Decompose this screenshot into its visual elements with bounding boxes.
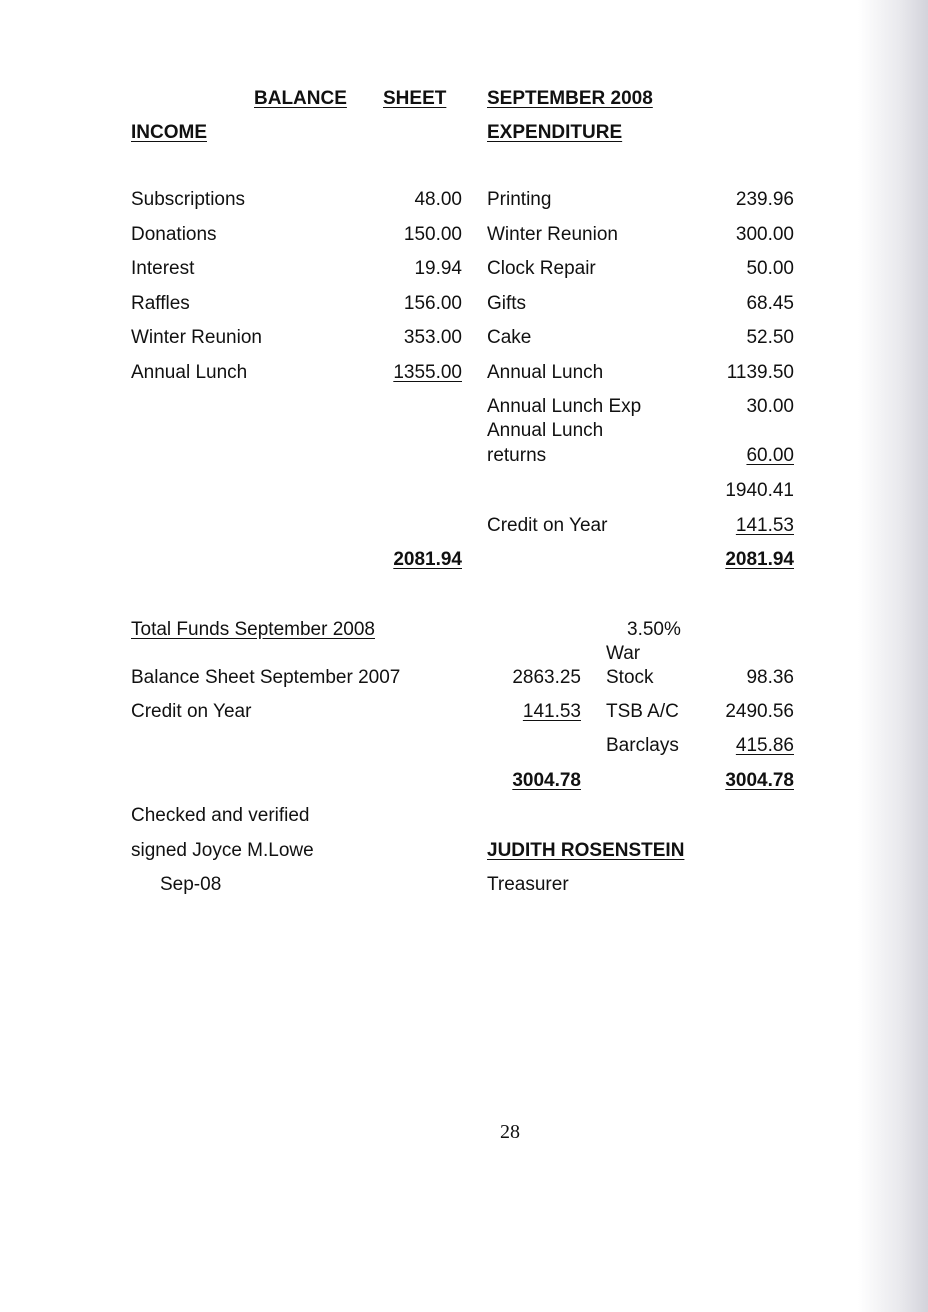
holding-label-line1: War — [606, 643, 641, 664]
title-sheet: SHEET — [383, 88, 447, 109]
holdings-total: 3004.78 — [725, 770, 794, 791]
treasurer-name: JUDITH ROSENSTEIN — [487, 840, 685, 861]
expenditure-amount: 52.50 — [746, 327, 794, 348]
expenditure-amount: 30.00 — [746, 396, 794, 417]
funds-row-amount: 2863.25 — [512, 667, 581, 688]
page-number: 28 — [500, 1121, 520, 1143]
expenditure-heading: EXPENDITURE — [487, 122, 623, 143]
holding-amount: 415.86 — [735, 735, 794, 756]
treasurer-title: Treasurer — [487, 874, 569, 895]
signoff-date: Sep-08 — [160, 874, 222, 895]
credit-on-year-label: Credit on Year — [487, 515, 608, 536]
funds-row-label: Credit on Year — [131, 701, 252, 722]
income-label: Raffles — [131, 293, 190, 314]
expenditure-label: Annual Lunch — [487, 362, 604, 383]
income-amount: 48.00 — [414, 189, 462, 210]
holding-amount: 2490.56 — [725, 701, 794, 722]
expenditure-amount: 239.96 — [735, 189, 794, 210]
holding-label-line2: Stock — [606, 667, 654, 688]
expenditure-label: Printing — [487, 189, 552, 210]
income-label: Interest — [131, 258, 195, 279]
expenditure-amount: 68.45 — [746, 293, 794, 314]
expenditure-label: Gifts — [487, 293, 527, 314]
credit-on-year-amount: 141.53 — [735, 515, 794, 536]
expenditure-amount: 1139.50 — [726, 362, 794, 383]
expenditure-amount: 300.00 — [735, 224, 794, 245]
income-label: Donations — [131, 224, 217, 245]
holding-label: Barclays — [606, 735, 679, 756]
income-amount: 353.00 — [403, 327, 462, 348]
funds-row-amount: 141.53 — [522, 701, 581, 722]
funds-row-label: Balance Sheet September 2007 — [131, 667, 401, 688]
title-balance: BALANCE — [254, 88, 347, 109]
income-amount: 150.00 — [403, 224, 462, 245]
title-date: SEPTEMBER 2008 — [487, 88, 653, 109]
holding-amount: 98.36 — [746, 667, 794, 688]
expenditure-label-line2: returns — [487, 445, 547, 466]
income-heading: INCOME — [131, 122, 207, 143]
page-edge-shadow — [858, 0, 928, 1312]
expenditure-amount: 60.00 — [746, 445, 794, 466]
expenditure-label: Cake — [487, 327, 532, 348]
checked-text: Checked and verified — [131, 805, 310, 826]
expenditure-label: Clock Repair — [487, 258, 596, 279]
income-amount: 1355.00 — [393, 362, 462, 383]
income-total: 2081.94 — [393, 549, 462, 570]
income-label: Winter Reunion — [131, 327, 262, 348]
funds-rate: 3.50% — [627, 619, 681, 640]
funds-heading: Total Funds September 2008 — [131, 619, 375, 640]
expenditure-amount: 50.00 — [746, 258, 794, 279]
expenditure-label-line1: Annual Lunch — [487, 420, 604, 441]
expenditure-subtotal: 1940.41 — [725, 480, 794, 501]
expenditure-label: Annual Lunch Exp — [487, 396, 642, 417]
holding-label: TSB A/C — [606, 701, 679, 722]
income-amount: 19.94 — [414, 258, 462, 279]
income-amount: 156.00 — [403, 293, 462, 314]
income-label: Annual Lunch — [131, 362, 248, 383]
funds-total: 3004.78 — [512, 770, 581, 791]
income-label: Subscriptions — [131, 189, 246, 210]
expenditure-total: 2081.94 — [725, 549, 794, 570]
expenditure-label: Winter Reunion — [487, 224, 618, 245]
signed-text: signed Joyce M.Lowe — [131, 840, 314, 861]
